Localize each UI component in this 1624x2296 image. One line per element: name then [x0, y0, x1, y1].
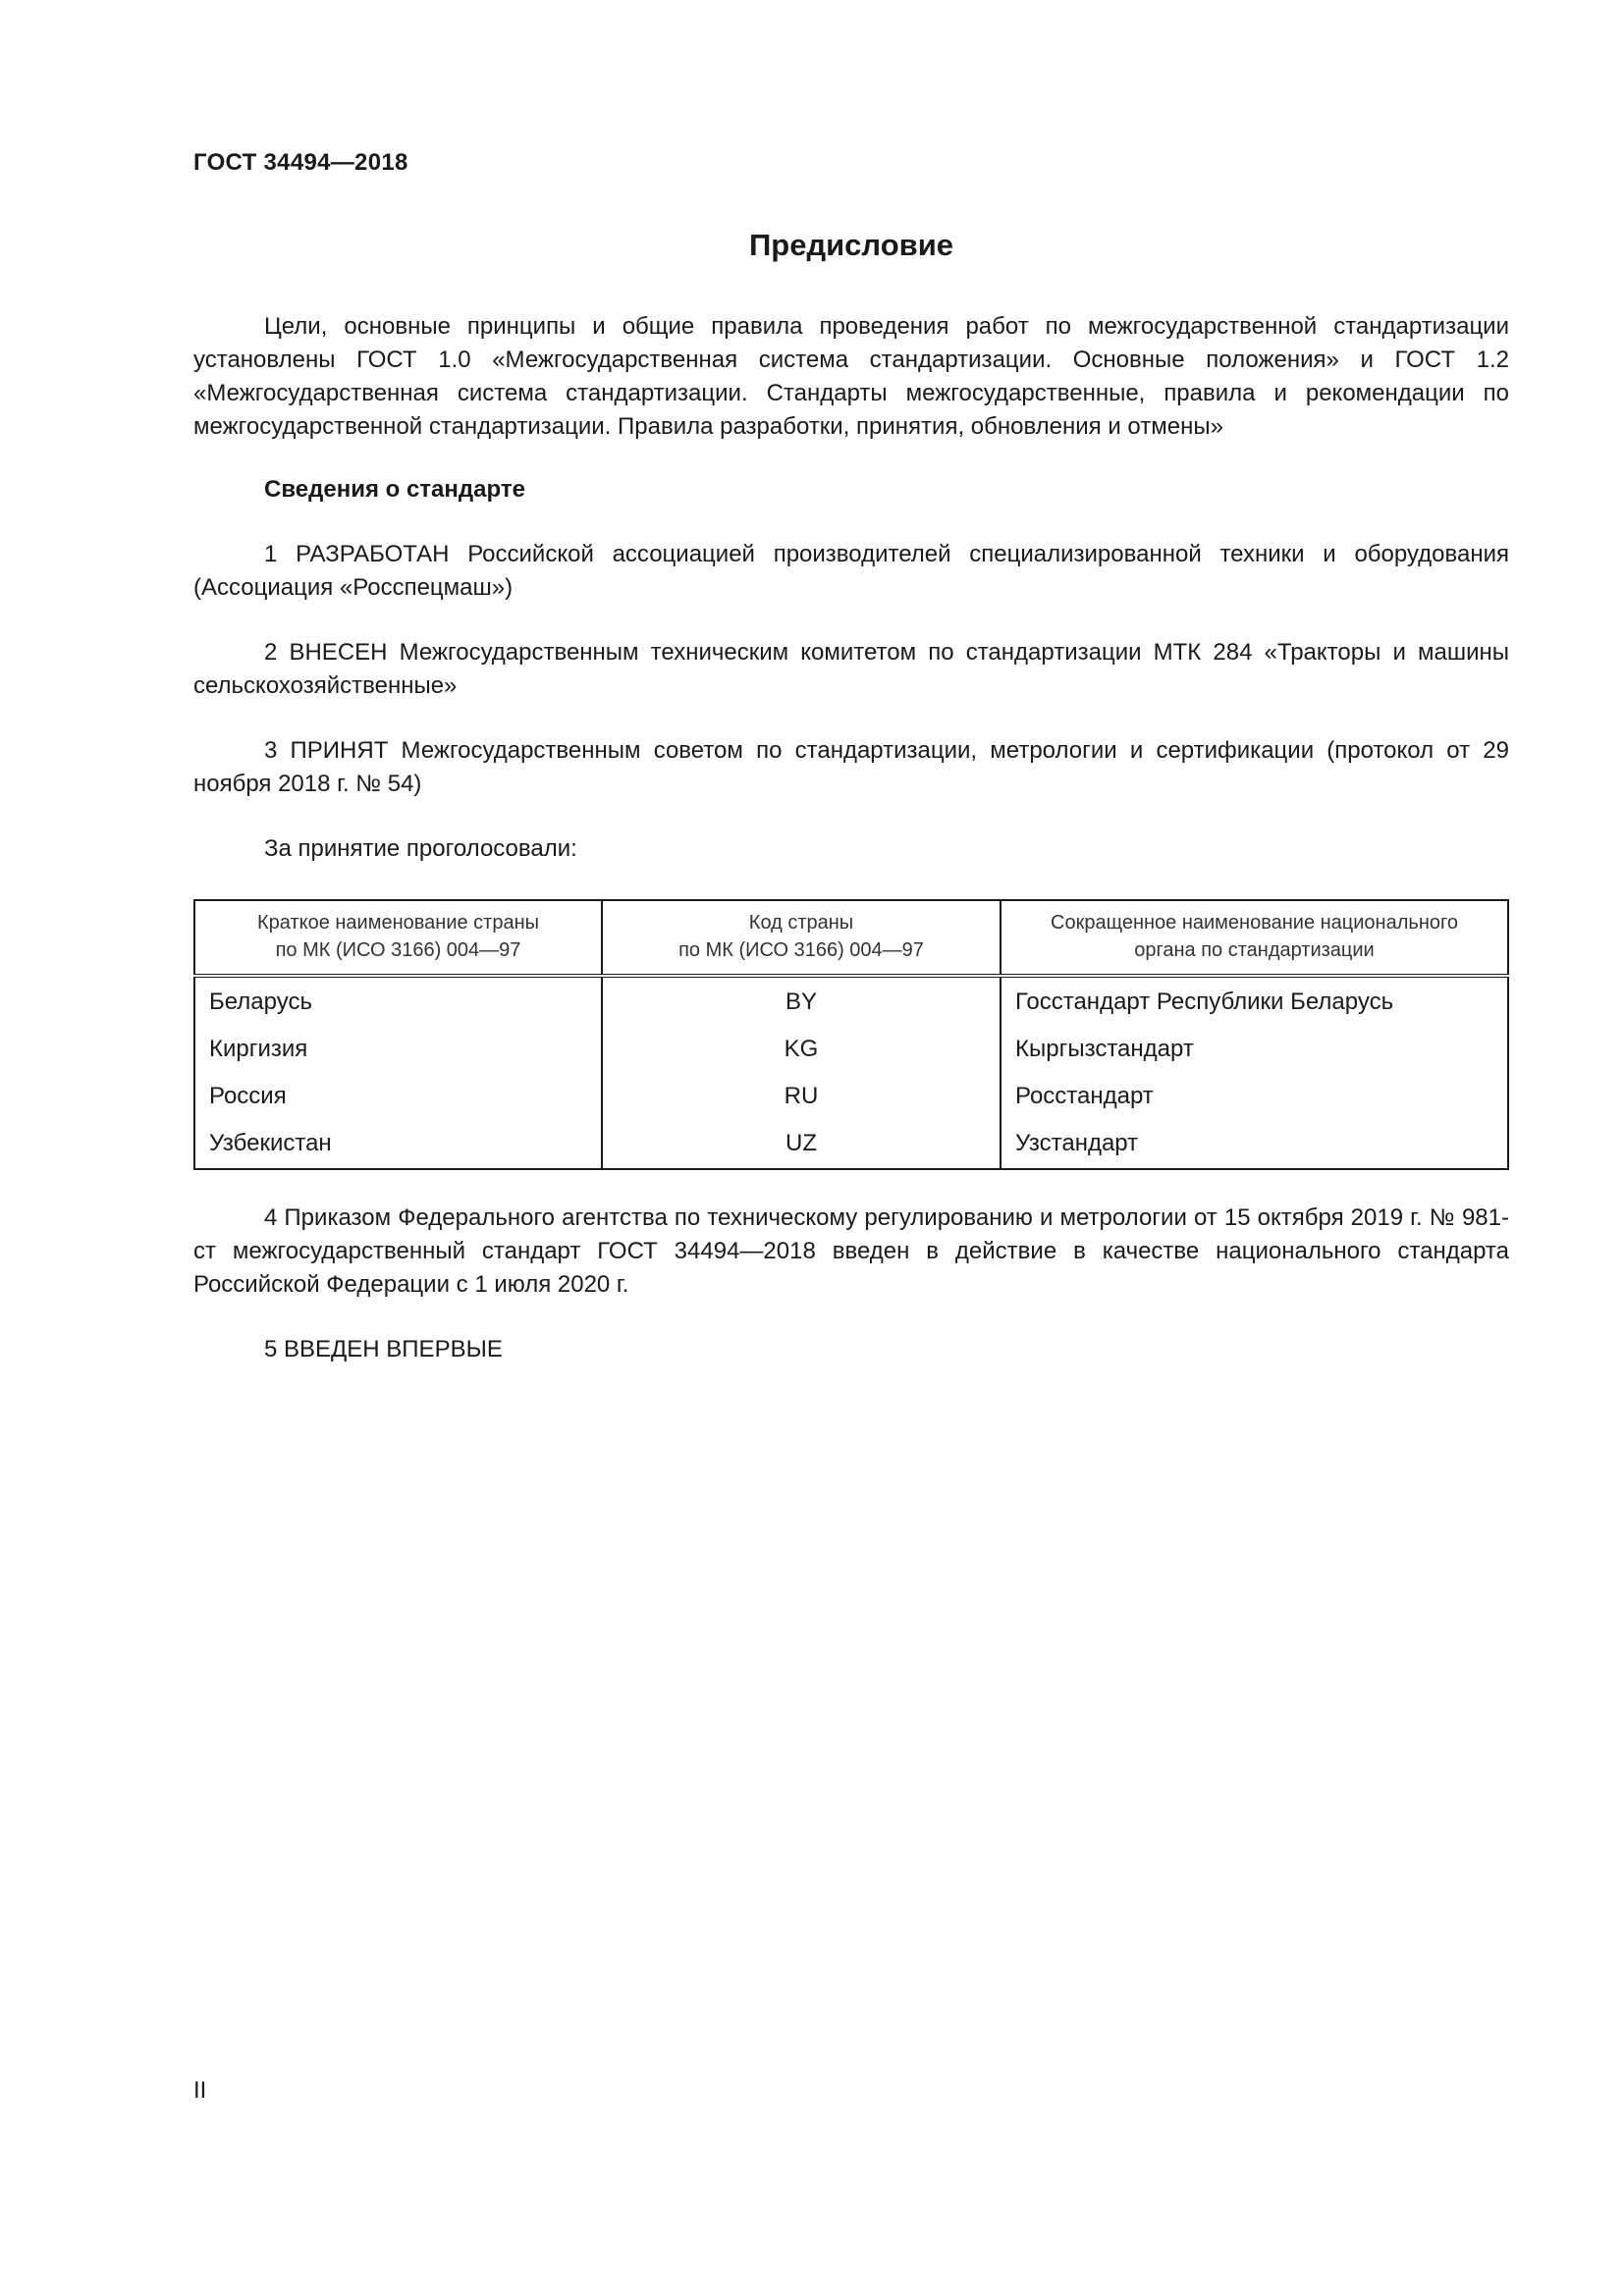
- table-row: [194, 1119, 1508, 1169]
- cell-code: BY: [602, 976, 1001, 1025]
- section-heading: Сведения о стандарте: [264, 476, 525, 503]
- page-number: II: [193, 2077, 207, 2104]
- header-country-name-line1: Краткое наименование страны: [256, 912, 540, 934]
- table-header-row: [194, 900, 1508, 976]
- preface-content: [193, 218, 1509, 1366]
- cell-country: Узбекистан: [194, 1119, 602, 1169]
- header-national-body-line2: органа по стандартизации: [1134, 939, 1375, 961]
- item-first-introduced: 5 ВВЕДЕН ВПЕРВЫЕ: [264, 1336, 503, 1362]
- cell-country: Беларусь: [194, 976, 602, 1025]
- header-country-name: [194, 900, 602, 976]
- header-national-body: [1001, 900, 1508, 976]
- cell-code: KG: [602, 1025, 1001, 1072]
- cell-body: Кыргызстандарт: [1001, 1025, 1508, 1072]
- page-title: Предисловие: [748, 228, 953, 262]
- item-adopted: 3 ПРИНЯТ Межгосударственным советом по стандартизации, метрологии и сертификации (протокол от 29 ноября 2018 г. № 54): [193, 737, 1509, 797]
- table-row: [194, 976, 1508, 1025]
- vote-intro: За принятие проголосовали:: [264, 835, 577, 862]
- cell-country: Киргизия: [194, 1025, 602, 1072]
- cell-body: Узстандарт: [1001, 1119, 1508, 1169]
- item-introduced: 2 ВНЕСЕН Межгосударственным техническим комитетом по стандартизации МТК 284 «Тракторы и машины сельскохозяйственные»: [193, 639, 1509, 699]
- table-row: [194, 1072, 1508, 1119]
- header-country-code-line2: по МК (ИСО 3166) 004—97: [678, 939, 924, 961]
- cell-body: Росстандарт: [1001, 1072, 1508, 1119]
- intro-paragraph: Цели, основные принципы и общие правила проведения работ по межгосударственной стандартизации установлены ГОСТ 1.0 «Межгосударственная система стандартизации. Основные положения» и ГОСТ 1.2 «Межгосударственная система стандартизации. Стандарты межгосударственные, правила и рекомендации по межгосударственной стандартизации. Правила разработки, принятия, обновления и отмены»: [193, 313, 1509, 440]
- header-country-code: [602, 900, 1001, 976]
- voting-table: [193, 899, 1509, 1170]
- cell-code: UZ: [602, 1119, 1001, 1169]
- cell-country: Россия: [194, 1072, 602, 1119]
- header-national-body-line1: Сокращенное наименование национального: [1051, 912, 1458, 934]
- cell-body: Госстандарт Республики Беларусь: [1001, 976, 1508, 1025]
- header-country-name-line2: по МК (ИСО 3166) 004—97: [275, 939, 521, 961]
- voting-table-wrap: [193, 899, 1509, 1170]
- document-code: ГОСТ 34494—2018: [193, 149, 408, 176]
- item-developed: 1 РАЗРАБОТАН Российской ассоциацией производителей специализированной техники и оборудования (Ассоциация «Росспецмаш»): [193, 541, 1509, 601]
- header-country-code-line1: Код страны: [748, 912, 854, 934]
- table-row: [194, 1025, 1508, 1072]
- cell-code: RU: [602, 1072, 1001, 1119]
- item-order: 4 Приказом Федерального агентства по техническому регулированию и метрологии от 15 октября 2019 г. № 981-ст межгосударственный стандарт ГОСТ 34494—2018 введен в действие в качестве национального стандарта Российской Федерации с 1 июля 2020 г.: [193, 1204, 1509, 1298]
